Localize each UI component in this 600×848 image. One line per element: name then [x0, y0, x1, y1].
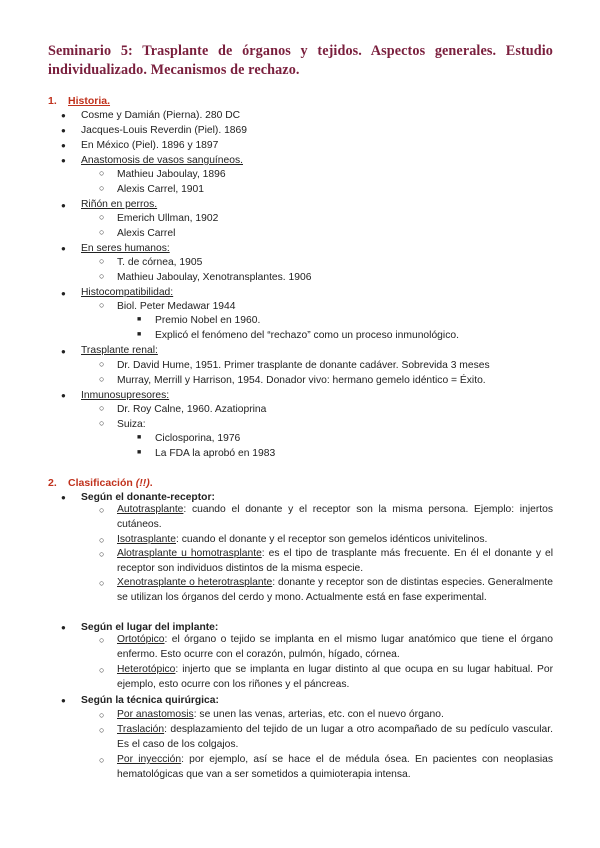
definition-text: : por ejemplo, así se hace el de médula ósea. En pacientes con neoplasias hematológicas que van a ser sometidos a quimioterapia intensa.	[117, 754, 554, 780]
bullet-circle-icon: ○	[99, 212, 105, 222]
bullet-circle-icon: ○	[99, 227, 105, 237]
definition-item	[117, 547, 553, 576]
list-item: Trasplante renal:	[81, 345, 158, 356]
definition-text: : injerto que se implanta en lugar distinto al que ocupa en su lugar habitual. Por ejemplo, esto ocurre con los riñones y el páncreas.	[117, 664, 553, 690]
list-item: Explicó el fenómeno del “rechazo” como un proceso inmunológico.	[155, 330, 459, 341]
list-item: Biol. Peter Medawar 1944	[117, 301, 236, 312]
bullet-circle-icon: ○	[99, 635, 105, 645]
bullet-circle-icon: ○	[99, 578, 105, 588]
list-item: Jacques-Louis Reverdin (Piel). 1869	[81, 125, 247, 136]
definition-item	[117, 576, 553, 605]
section-2-title: Clasificación	[68, 477, 133, 489]
subsection-label: Según el donante-receptor:	[81, 492, 215, 503]
definition-text: : donante y receptor son de distintas especies. Generalmente se utilizan los órganos del cerdo y mono. Actualmente está en fase experimental.	[117, 577, 553, 603]
bullet-disc-icon: ●	[61, 156, 66, 165]
section-1-title: Historia.	[68, 95, 111, 107]
bullet-disc-icon: ●	[61, 623, 66, 632]
bullet-circle-icon: ○	[99, 725, 105, 735]
bullet-circle-icon: ○	[99, 418, 105, 428]
list-item: Inmunosupresores:	[81, 390, 170, 401]
bullet-circle-icon: ○	[99, 755, 105, 765]
bullet-disc-icon: ●	[61, 126, 66, 135]
bullet-circle-icon: ○	[99, 374, 105, 384]
list-item: Murray, Merrill y Harrison, 1954. Donador vivo: hermano gemelo idéntico = Éxito.	[117, 375, 486, 386]
list-item: Histocompatibilidad:	[81, 287, 174, 298]
list-item: Ciclosporina, 1976	[155, 433, 241, 444]
list-item: Anastomosis de vasos sanguíneos.	[81, 155, 243, 166]
definition-text: : cuando el donante y el receptor son gemelos idénticos univitelinos.	[175, 534, 488, 545]
bullet-circle-icon: ○	[99, 256, 105, 266]
list-item: Mathieu Jaboulay, 1896	[117, 169, 226, 180]
bullet-disc-icon: ●	[61, 696, 66, 705]
bullet-circle-icon: ○	[99, 271, 105, 281]
bullet-disc-icon: ●	[61, 493, 66, 502]
definition-text: : es el tipo de trasplante más frecuente. En él el donante y el receptor son individuos distintos de la misma especie.	[117, 548, 553, 574]
term: Ortotópico	[117, 634, 165, 645]
definition-text: : desplazamiento del tejido de un lugar a otro acompañado de su pedículo vascular. Es el caso de los colgajos.	[117, 724, 553, 750]
section-1-number: 1.	[48, 95, 57, 107]
list-item: Suiza:	[117, 419, 146, 430]
term: Autotrasplante	[117, 504, 184, 515]
bullet-circle-icon: ○	[99, 403, 105, 413]
subsection-label: Según el lugar del implante:	[81, 622, 219, 633]
list-item: Cosme y Damián (Pierna). 280 DC	[81, 110, 241, 121]
section-2-period: .	[149, 477, 153, 489]
bullet-circle-icon: ○	[99, 183, 105, 193]
list-item: Premio Nobel en 1960.	[155, 315, 261, 326]
term: Alotrasplante u homotrasplante	[117, 548, 262, 559]
bullet-square-icon: ■	[137, 316, 142, 323]
bullet-square-icon: ■	[137, 434, 142, 441]
page-title: Seminario 5: Trasplante de órganos y tejidos. Aspectos generales. Estudio individualizado. Mecanismos de rechazo.	[48, 43, 553, 78]
section-2-note: (!!)	[135, 477, 150, 489]
bullet-disc-icon: ●	[61, 347, 66, 356]
definition-item	[117, 633, 553, 662]
bullet-circle-icon: ○	[99, 505, 105, 515]
bullet-disc-icon: ●	[61, 244, 66, 253]
definition-item	[117, 723, 553, 752]
definition-text: : se unen las venas, arterias, etc. con el nuevo órgano.	[193, 709, 444, 720]
section-2-number: 2.	[48, 477, 57, 489]
bullet-disc-icon: ●	[61, 201, 66, 210]
bullet-disc-icon: ●	[61, 111, 66, 120]
bullet-circle-icon: ○	[99, 665, 105, 675]
definition-text: : cuando el donante y el receptor son la misma persona. Ejemplo: injertos cutáneos.	[117, 504, 553, 530]
bullet-circle-icon: ○	[99, 300, 105, 310]
definition-item	[117, 503, 553, 532]
term: Traslación	[117, 724, 165, 735]
bullet-circle-icon: ○	[99, 535, 105, 545]
term: Por inyección	[117, 754, 182, 765]
bullet-circle-icon: ○	[99, 168, 105, 178]
term: Heterotópico	[117, 664, 176, 675]
list-item: Mathieu Jaboulay, Xenotransplantes. 1906	[117, 272, 312, 283]
definition-item	[117, 663, 553, 692]
definition-text: : el órgano o tejido se implanta en el mismo lugar anatómico que tiene el órgano enfermo. Esto ocurre con el corazón, pulmón, hígado, córnea.	[117, 634, 553, 660]
list-item: Dr. David Hume, 1951. Primer trasplante de donante cadáver. Sobrevida 3 meses	[117, 360, 490, 371]
definition-item	[117, 708, 553, 723]
term: Xenotrasplante o heterotrasplante	[117, 577, 273, 588]
definition-item	[117, 753, 553, 782]
term: Isotrasplante	[117, 534, 176, 545]
list-item: Dr. Roy Calne, 1960. Azatioprina	[117, 404, 267, 415]
bullet-square-icon: ■	[137, 449, 142, 456]
bullet-disc-icon: ●	[61, 289, 66, 298]
list-item: En seres humanos:	[81, 243, 170, 254]
subsection-label: Según la técnica quirúrgica:	[81, 695, 219, 706]
bullet-square-icon: ■	[137, 331, 142, 338]
definition-item	[117, 533, 553, 548]
list-item: En México (Piel). 1896 y 1897	[81, 140, 219, 151]
bullet-disc-icon: ●	[61, 391, 66, 400]
list-item: Alexis Carrel, 1901	[117, 184, 204, 195]
bullet-circle-icon: ○	[99, 549, 105, 559]
list-item: Riñón en perros.	[81, 199, 158, 210]
list-item: Emerich Ullman, 1902	[117, 213, 219, 224]
bullet-circle-icon: ○	[99, 359, 105, 369]
bullet-disc-icon: ●	[61, 141, 66, 150]
term: Por anastomosis	[117, 709, 194, 720]
list-item: La FDA la aprobó en 1983	[155, 448, 276, 459]
list-item: Alexis Carrel	[117, 228, 176, 239]
list-item: T. de córnea, 1905	[117, 257, 203, 268]
bullet-circle-icon: ○	[99, 710, 105, 720]
